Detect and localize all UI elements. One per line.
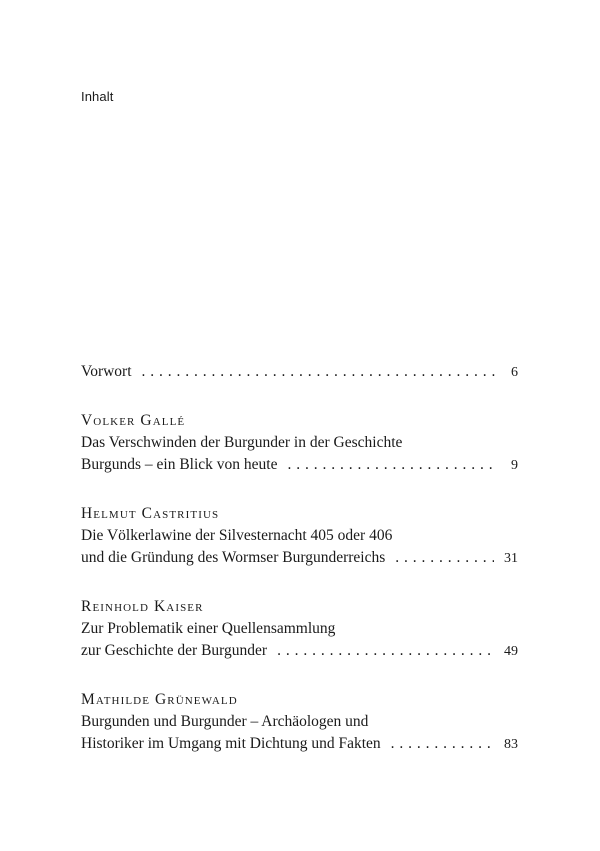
leader-dots xyxy=(142,361,496,383)
page-number: 31 xyxy=(504,551,518,566)
page-number: 83 xyxy=(504,737,518,752)
table-of-contents xyxy=(81,361,518,782)
toc-title-line: Burgunden und Burgunder – Archäologen und xyxy=(81,713,369,730)
page-title: Inhalt xyxy=(81,89,114,104)
author-name: Volker Gallé xyxy=(81,412,186,429)
author-name: Reinhold Kaiser xyxy=(81,598,204,615)
toc-title: Historiker im Umgang mit Dichtung und Fakten xyxy=(81,735,381,752)
toc-title-line xyxy=(81,361,518,383)
author-name: Helmut Castritius xyxy=(81,505,220,522)
toc-title-line xyxy=(81,733,518,755)
toc-entry-kaiser[interactable] xyxy=(81,596,518,662)
toc-title: zur Geschichte der Burgunder xyxy=(81,642,268,659)
toc-entry-gruenewald[interactable] xyxy=(81,689,518,755)
page-number: 9 xyxy=(511,458,518,473)
leader-dots xyxy=(287,454,496,476)
leader-dots xyxy=(395,547,494,569)
toc-title-line xyxy=(81,547,518,569)
author-name: Mathilde Grünewald xyxy=(81,691,238,708)
toc-title: und die Gründung des Wormser Burgunderreichs xyxy=(81,549,386,566)
toc-title: Vorwort xyxy=(81,363,132,380)
toc-title-line xyxy=(81,640,518,662)
toc-title-line: Das Verschwinden der Burgunder in der Geschichte xyxy=(81,434,403,451)
leader-dots xyxy=(277,640,494,662)
toc-entry-castritius[interactable] xyxy=(81,503,518,569)
page-number: 6 xyxy=(511,365,518,380)
toc-title-line: Die Völkerlawine der Silvesternacht 405 oder 406 xyxy=(81,527,393,544)
toc-entry-vorwort[interactable] xyxy=(81,361,518,383)
toc-title-line: Zur Problematik einer Quellensammlung xyxy=(81,620,336,637)
toc-title-line xyxy=(81,454,518,476)
leader-dots xyxy=(391,733,494,755)
toc-title: Burgunds – ein Blick von heute xyxy=(81,456,278,473)
page-number: 49 xyxy=(504,644,518,659)
toc-entry-galle[interactable] xyxy=(81,410,518,476)
